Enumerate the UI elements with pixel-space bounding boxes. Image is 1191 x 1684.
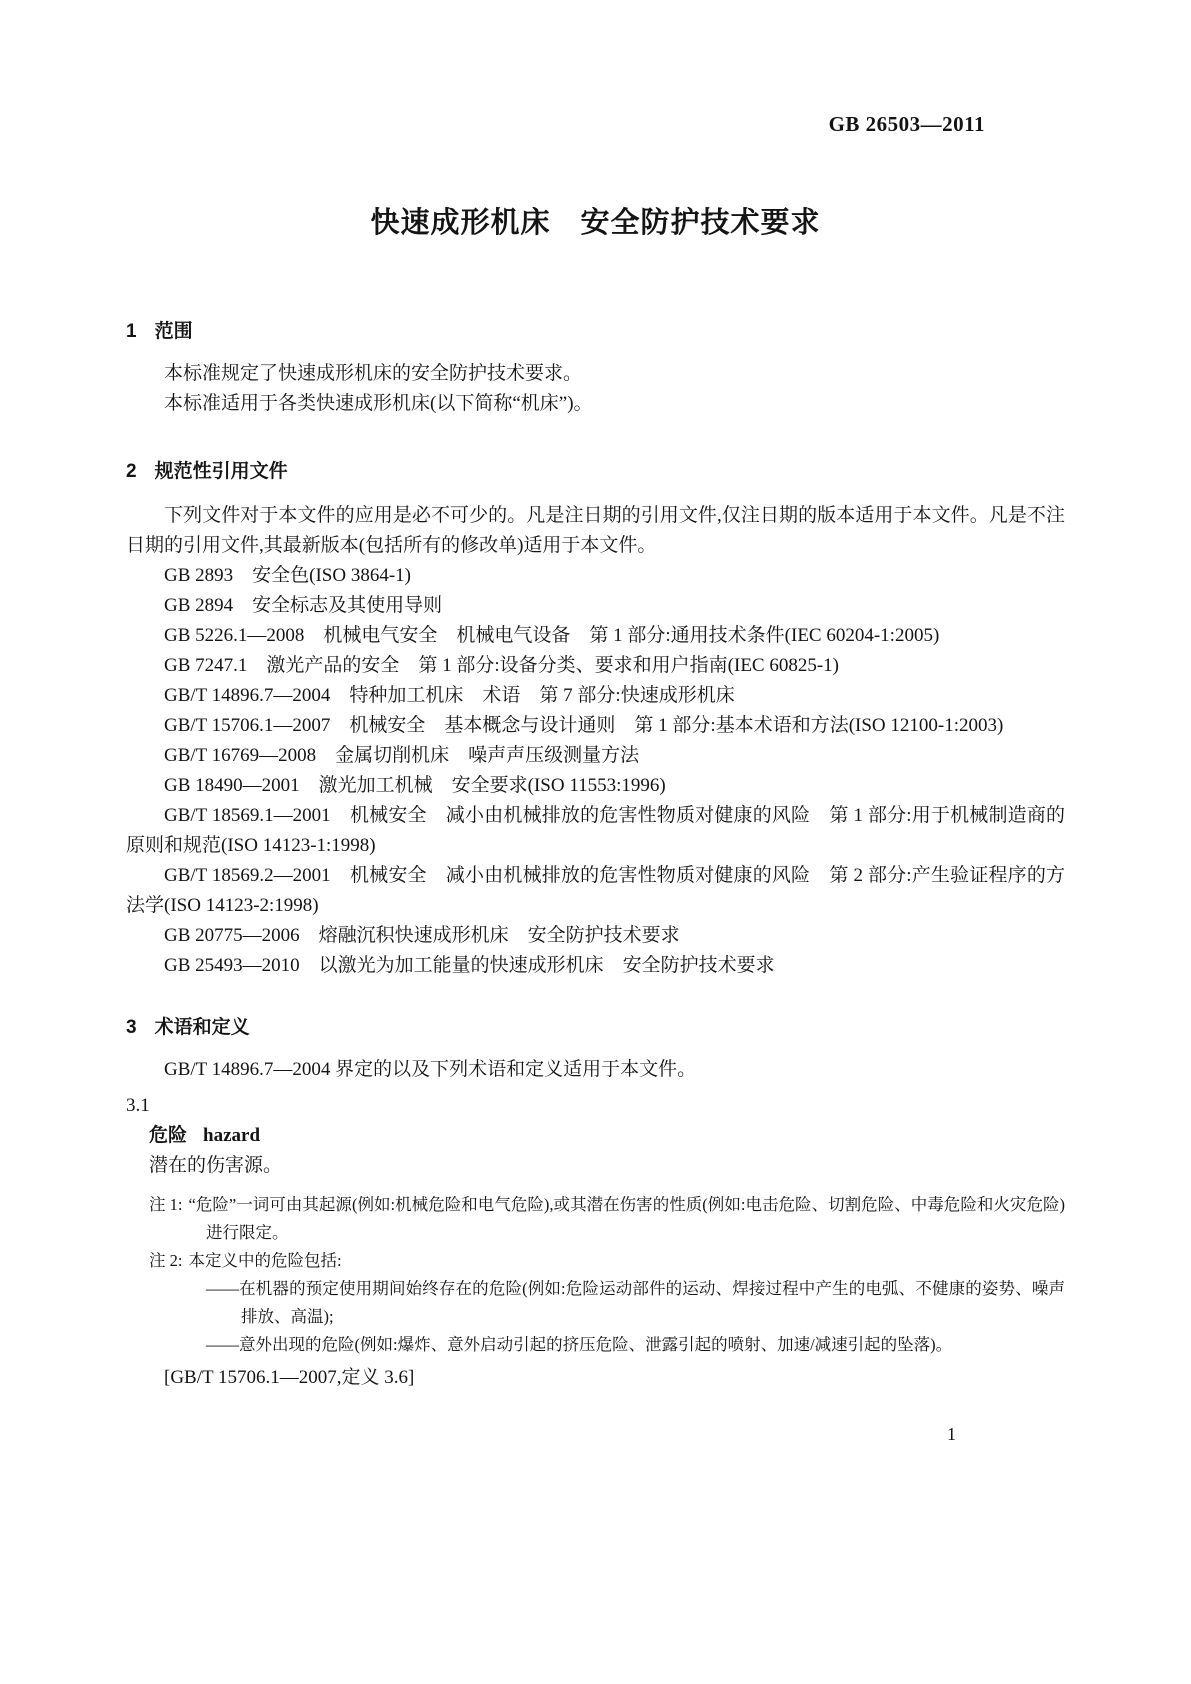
reference-item: GB/T 15706.1—2007 机械安全 基本概念与设计通则 第 1 部分:基本术语和方法(ISO 12100-1:2003)	[164, 715, 1004, 736]
document-title: 快速成形机床 安全防护技术要求	[370, 207, 821, 239]
reference-list	[126, 561, 1065, 981]
term-entry-number: 3.1	[126, 1095, 150, 1116]
section-2-heading	[126, 459, 1065, 485]
note-2-text: 本定义中的危险包括:	[188, 1251, 342, 1270]
page-number: 1	[947, 1424, 956, 1444]
section-1-number: 1	[126, 321, 137, 342]
term-english: hazard	[203, 1125, 261, 1146]
reference-item: GB/T 14896.7—2004 特种加工机床 术语 第 7 部分:快速成形机床	[164, 685, 735, 706]
document-body	[126, 319, 1065, 1393]
standard-number: GB 26503—2011	[828, 112, 985, 136]
note-1-text: “危险”一词可由其起源(例如:机械危险和电气危险),或其潜在伤害的性质(例如:电击危险、切割危险、中毒危险和火灾危险)进行限定。	[188, 1195, 1065, 1242]
reference-item: GB 7247.1 激光产品的安全 第 1 部分:设备分类、要求和用户指南(IEC 60825-1)	[164, 655, 840, 676]
section-1-heading	[126, 319, 1065, 345]
note-2-label: 注 2:	[149, 1251, 183, 1270]
term-source: [GB/T 15706.1—2007,定义 3.6]	[164, 1367, 415, 1388]
note-2-dash-item: ——意外出现的危险(例如:爆炸、意外启动引起的挤压危险、泄露引起的喷射、加速/减速引起的坠落)。	[206, 1335, 953, 1354]
reference-item: GB 25493—2010 以激光为加工能量的快速成形机床 安全防护技术要求	[164, 955, 775, 976]
section-terms-definitions	[126, 1015, 1065, 1393]
reference-item: GB/T 18569.1—2001 机械安全 减小由机械排放的危害性物质对健康的风险 第 1 部分:用于机械制造商的原则和规范(ISO 14123-1:1998)	[126, 805, 1065, 856]
section-2-number: 2	[126, 461, 137, 482]
term-note-2	[149, 1247, 1065, 1275]
terms-intro: GB/T 14896.7—2004 界定的以及下列术语和定义适用于本文件。	[164, 1059, 697, 1080]
reference-item: GB/T 18569.2—2001 机械安全 减小由机械排放的危害性物质对健康的风险 第 2 部分:产生验证程序的方法学(ISO 14123-2:1998)	[126, 865, 1065, 916]
section-2-title: 规范性引用文件	[154, 461, 288, 482]
section-3-number: 3	[126, 1017, 137, 1038]
term-note-1	[149, 1191, 1065, 1247]
scope-paragraph: 本标准适用于各类快速成形机床(以下简称“机床”)。	[164, 393, 593, 414]
term-definition: 潜在的伤害源。	[149, 1155, 283, 1176]
reference-item: GB 2893 安全色(ISO 3864-1)	[164, 565, 411, 586]
section-3-heading	[126, 1015, 1065, 1041]
note-1-label: 注 1:	[149, 1195, 183, 1214]
scope-paragraph: 本标准规定了快速成形机床的安全防护技术要求。	[164, 363, 583, 384]
section-scope	[126, 319, 1065, 419]
section-3-title: 术语和定义	[154, 1017, 250, 1038]
section-normative-references	[126, 459, 1065, 981]
term-line	[149, 1121, 1065, 1151]
term-chinese: 危险	[149, 1125, 188, 1146]
reference-item: GB 20775—2006 熔融沉积快速成形机床 安全防护技术要求	[164, 925, 680, 946]
document-header	[126, 112, 1065, 137]
reference-item: GB 5226.1—2008 机械电气安全 机械电气设备 第 1 部分:通用技术条件(IEC 60204-1:2005)	[164, 625, 940, 646]
references-intro: 下列文件对于本文件的应用是必不可少的。凡是注日期的引用文件,仅注日期的版本适用于本文件。凡是不注日期的引用文件,其最新版本(包括所有的修改单)适用于本文件。	[126, 505, 1065, 556]
note-2-dash-item: ——在机器的预定使用期间始终存在的危险(例如:危险运动部件的运动、焊接过程中产生的电弧、不健康的姿势、噪声排放、高温);	[206, 1279, 1065, 1326]
section-1-title: 范围	[154, 321, 193, 342]
reference-item: GB/T 16769—2008 金属切削机床 噪声声压级测量方法	[164, 745, 640, 766]
reference-item: GB 18490—2001 激光加工机械 安全要求(ISO 11553:1996)	[164, 775, 666, 796]
reference-item: GB 2894 安全标志及其使用导则	[164, 595, 443, 616]
